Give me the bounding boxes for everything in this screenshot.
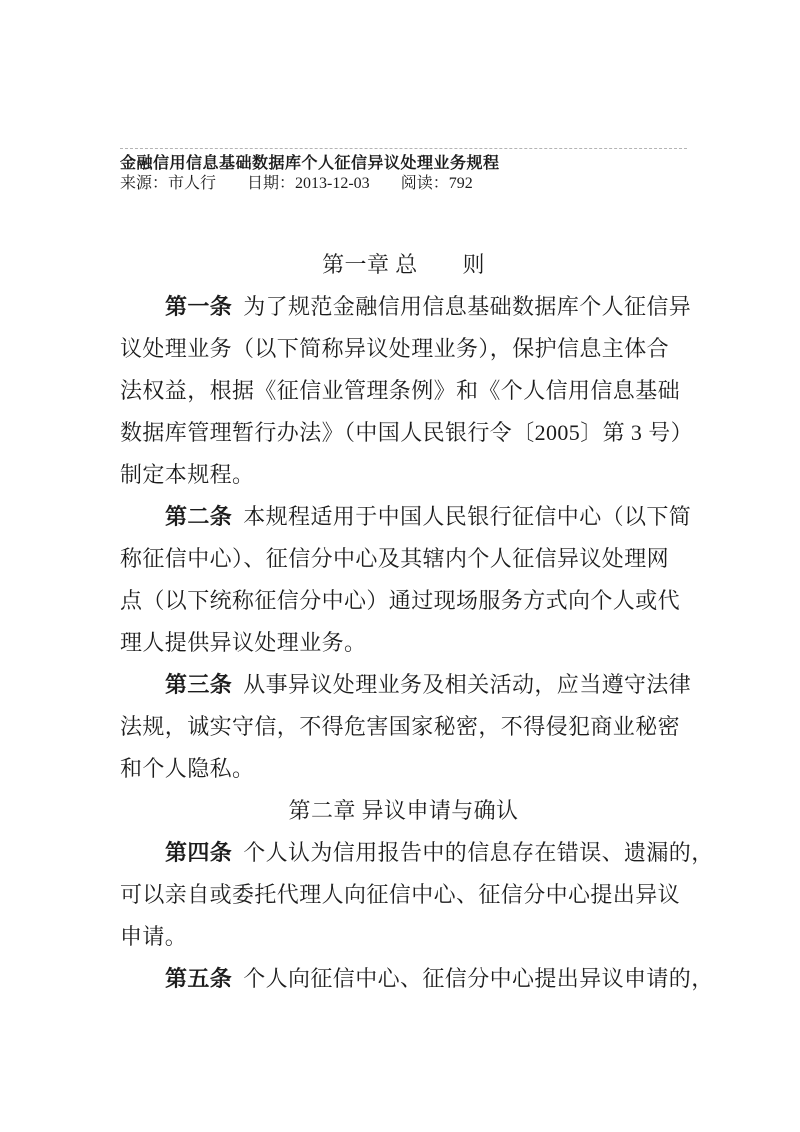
- article-number: 第五条: [165, 966, 233, 991]
- source-label: 来源：市人行: [120, 175, 217, 192]
- text-line: [120, 286, 692, 328]
- article-text: 本规程适用于中国人民银行征信中心（以下简: [243, 504, 692, 529]
- article-5: [120, 958, 714, 1000]
- text-line: 和个人隐私。: [120, 756, 255, 781]
- text-line: 申请。: [120, 924, 188, 949]
- article-2: [120, 496, 692, 664]
- read-count: 阅读：792: [400, 175, 473, 192]
- text-line: 理人提供异议处理业务。: [120, 630, 367, 655]
- article-text: 个人认为信用报告中的信息存在错误、遗漏的，: [243, 840, 714, 865]
- article-1: [120, 286, 694, 496]
- text-line: [120, 496, 692, 538]
- article-4: [120, 832, 714, 958]
- text-line: [120, 832, 714, 874]
- text-line: 法规，诚实守信，不得危害国家秘密，不得侵犯商业秘密: [120, 714, 681, 739]
- document-title: 金融信用信息基础数据库个人征信异议处理业务规程: [120, 155, 500, 172]
- text-line: 法权益，根据《征信业管理条例》和《个人信用信息基础: [120, 378, 681, 403]
- document-content: [120, 148, 714, 1000]
- chapter-heading-2: 第二章 异议申请与确认: [288, 798, 519, 823]
- date-label: 日期：2013-12-03: [247, 175, 370, 192]
- text-line: 称征信中心）、征信分中心及其辖内个人征信异议处理网: [120, 546, 670, 571]
- article-number: 第一条: [165, 294, 233, 319]
- text-line: 点（以下统称征信分中心）通过现场服务方式向个人或代: [120, 588, 681, 613]
- article-3: [120, 664, 692, 790]
- article-text: 为了规范金融信用信息基础数据库个人征信异: [243, 294, 692, 319]
- text-line: [120, 958, 714, 1000]
- text-line: 制定本规程。: [120, 462, 255, 487]
- chapter-heading-1: 第一章 总 则: [322, 252, 485, 277]
- text-line: 议处理业务（以下简称异议处理业务），保护信息主体合: [120, 336, 670, 361]
- document-header: [120, 148, 687, 194]
- article-number: 第四条: [165, 840, 233, 865]
- article-text: 从事异议处理业务及相关活动，应当遵守法律: [243, 672, 692, 697]
- document-body: [120, 244, 714, 1000]
- text-line: [120, 664, 692, 706]
- article-number: 第三条: [165, 672, 233, 697]
- article-number: 第二条: [165, 504, 233, 529]
- article-text: 个人向征信中心、征信分中心提出异议申请的，: [243, 966, 714, 991]
- text-line: 数据库管理暂行办法》（中国人民银行令〔2005〕第 3 号）: [120, 420, 694, 445]
- document-meta: [120, 174, 687, 194]
- text-line: 可以亲自或委托代理人向征信中心、征信分中心提出异议: [120, 882, 681, 907]
